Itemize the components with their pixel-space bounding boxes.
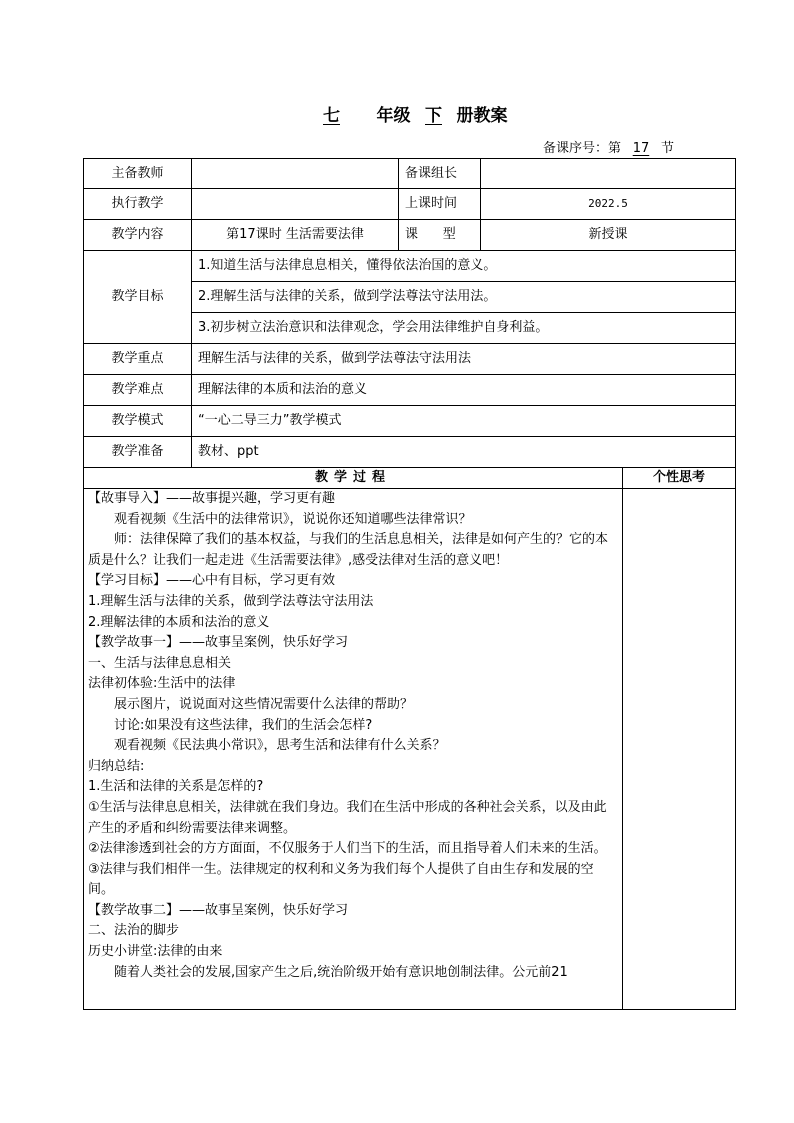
executor-value — [192, 189, 399, 220]
grade-value: 七 — [323, 106, 340, 126]
row-executor — [84, 189, 736, 220]
paragraph: 观看视频《民法典小常识》，思考生活和法律有什么关系？ — [114, 738, 446, 754]
paragraph: ③法律与我们相伴一生。法律规定的权利和义务为我们每个人提供了自由生存和发展的空间。 — [88, 861, 594, 898]
prep-value: 教材、ppt — [192, 437, 736, 468]
reflection-header: 个性思考 — [623, 468, 736, 489]
lead-teacher-value — [192, 159, 399, 189]
sequence-suffix: 节 — [660, 141, 674, 156]
row-content — [84, 220, 736, 251]
grade-suffix: 年级 — [376, 106, 411, 126]
type-label: 课 型 — [399, 220, 481, 251]
paragraph: 讨论:如果没有这些法律，我们的生活会怎样? — [114, 717, 373, 733]
prep-label: 教学准备 — [84, 437, 192, 468]
process-content — [84, 489, 623, 1010]
paragraph: ①生活与法律息息相关，法律就在我们身边。我们在生活中形成的各种社会关系，以及由此产生的矛盾和纠纷需要法律来调整。 — [88, 799, 607, 836]
mode-value: “一心二导三力”教学模式 — [192, 406, 736, 437]
difficulty-value: 理解法律的本质和法治的意义 — [192, 375, 736, 406]
row-difficulty — [84, 375, 736, 406]
subheading: 一、生活与法律息息相关 — [88, 655, 232, 671]
paragraph: 观看视频《生活中的法律常识》，说说你还知道哪些法律常识？ — [114, 511, 472, 527]
class-time-label: 上课时间 — [399, 189, 481, 220]
row-prep — [84, 437, 736, 468]
row-teachers — [84, 159, 736, 189]
sequence-number: 17 — [632, 141, 650, 156]
term-value: 下 — [425, 106, 442, 126]
lead-teacher-label: 主备教师 — [84, 159, 192, 189]
section-heading: 【教学故事二】——故事呈案例，快乐好学习 — [88, 902, 349, 918]
process-header: 教学过程 — [84, 468, 623, 489]
content-value: 第17课时 生活需要法律 — [192, 220, 399, 251]
row-goal-1 — [84, 251, 736, 282]
title-suffix: 册教案 — [456, 106, 508, 126]
paragraph: 2.理解法律的本质和法治的意义 — [88, 614, 270, 630]
group-leader-label: 备课组长 — [399, 159, 481, 189]
key-value: 理解生活与法律的关系，做到学法尊法守法用法 — [192, 344, 736, 375]
process-header-row — [84, 468, 736, 489]
row-key — [84, 344, 736, 375]
goal-item: 2.理解生活与法律的关系，做到学法尊法守法用法。 — [192, 282, 736, 313]
key-label: 教学重点 — [84, 344, 192, 375]
lesson-sequence — [543, 140, 674, 158]
teaching-process-table — [83, 467, 736, 1010]
subheading: 二、法治的脚步 — [88, 923, 180, 939]
class-time-value: 2022.5 — [481, 189, 736, 220]
lesson-info-table — [83, 158, 736, 468]
paragraph: 随着人类社会的发展,国家产生之后,统治阶级开始有意识地创制法律。公元前21 — [114, 964, 568, 980]
section-heading: 【教学故事一】——故事呈案例，快乐好学习 — [88, 635, 349, 651]
sequence-label: 备课序号：第 — [542, 141, 621, 156]
mode-label: 教学模式 — [84, 406, 192, 437]
type-value: 新授课 — [481, 220, 736, 251]
paragraph: 师：法律保障了我们的基本权益，与我们的生活息息相关，法律是如何产生的？它的本质是什么？让我们一起走进《生活需要法律》,感受法律对生活的意义吧！ — [88, 532, 609, 568]
difficulty-label: 教学难点 — [84, 375, 192, 406]
group-leader-value — [481, 159, 736, 189]
goals-label: 教学目标 — [84, 251, 192, 344]
paragraph: 1.生活和法律的关系是怎样的? — [88, 779, 264, 795]
section-heading: 【学习目标】——心中有目标，学习更有效 — [88, 573, 336, 589]
process-body-row — [84, 489, 736, 1010]
content-label: 教学内容 — [84, 220, 192, 251]
paragraph: 法律初体验:生活中的法律 — [88, 676, 236, 692]
paragraph: 历史小讲堂:法律的由来 — [88, 944, 223, 960]
paragraph: 1.理解生活与法律的关系，做到学法尊法守法用法 — [88, 593, 374, 609]
paragraph: 展示图片，说说面对这些情况需要什么法律的帮助？ — [114, 696, 414, 712]
executor-label: 执行教学 — [84, 189, 192, 220]
document-title — [0, 104, 794, 128]
section-heading: 【故事导入】——故事提兴趣，学习更有趣 — [88, 491, 336, 506]
reflection-column — [623, 489, 736, 1010]
row-mode — [84, 406, 736, 437]
goal-item: 3.初步树立法治意识和法律观念，学会用法律维护自身利益。 — [192, 313, 736, 344]
paragraph: 归纳总结: — [88, 758, 145, 774]
paragraph: ②法律渗透到社会的方方面面，不仅服务于人们当下的生活，而且指导着人们未来的生活。 — [88, 841, 607, 857]
goal-item: 1.知道生活与法律息息相关，懂得依法治国的意义。 — [192, 251, 736, 282]
